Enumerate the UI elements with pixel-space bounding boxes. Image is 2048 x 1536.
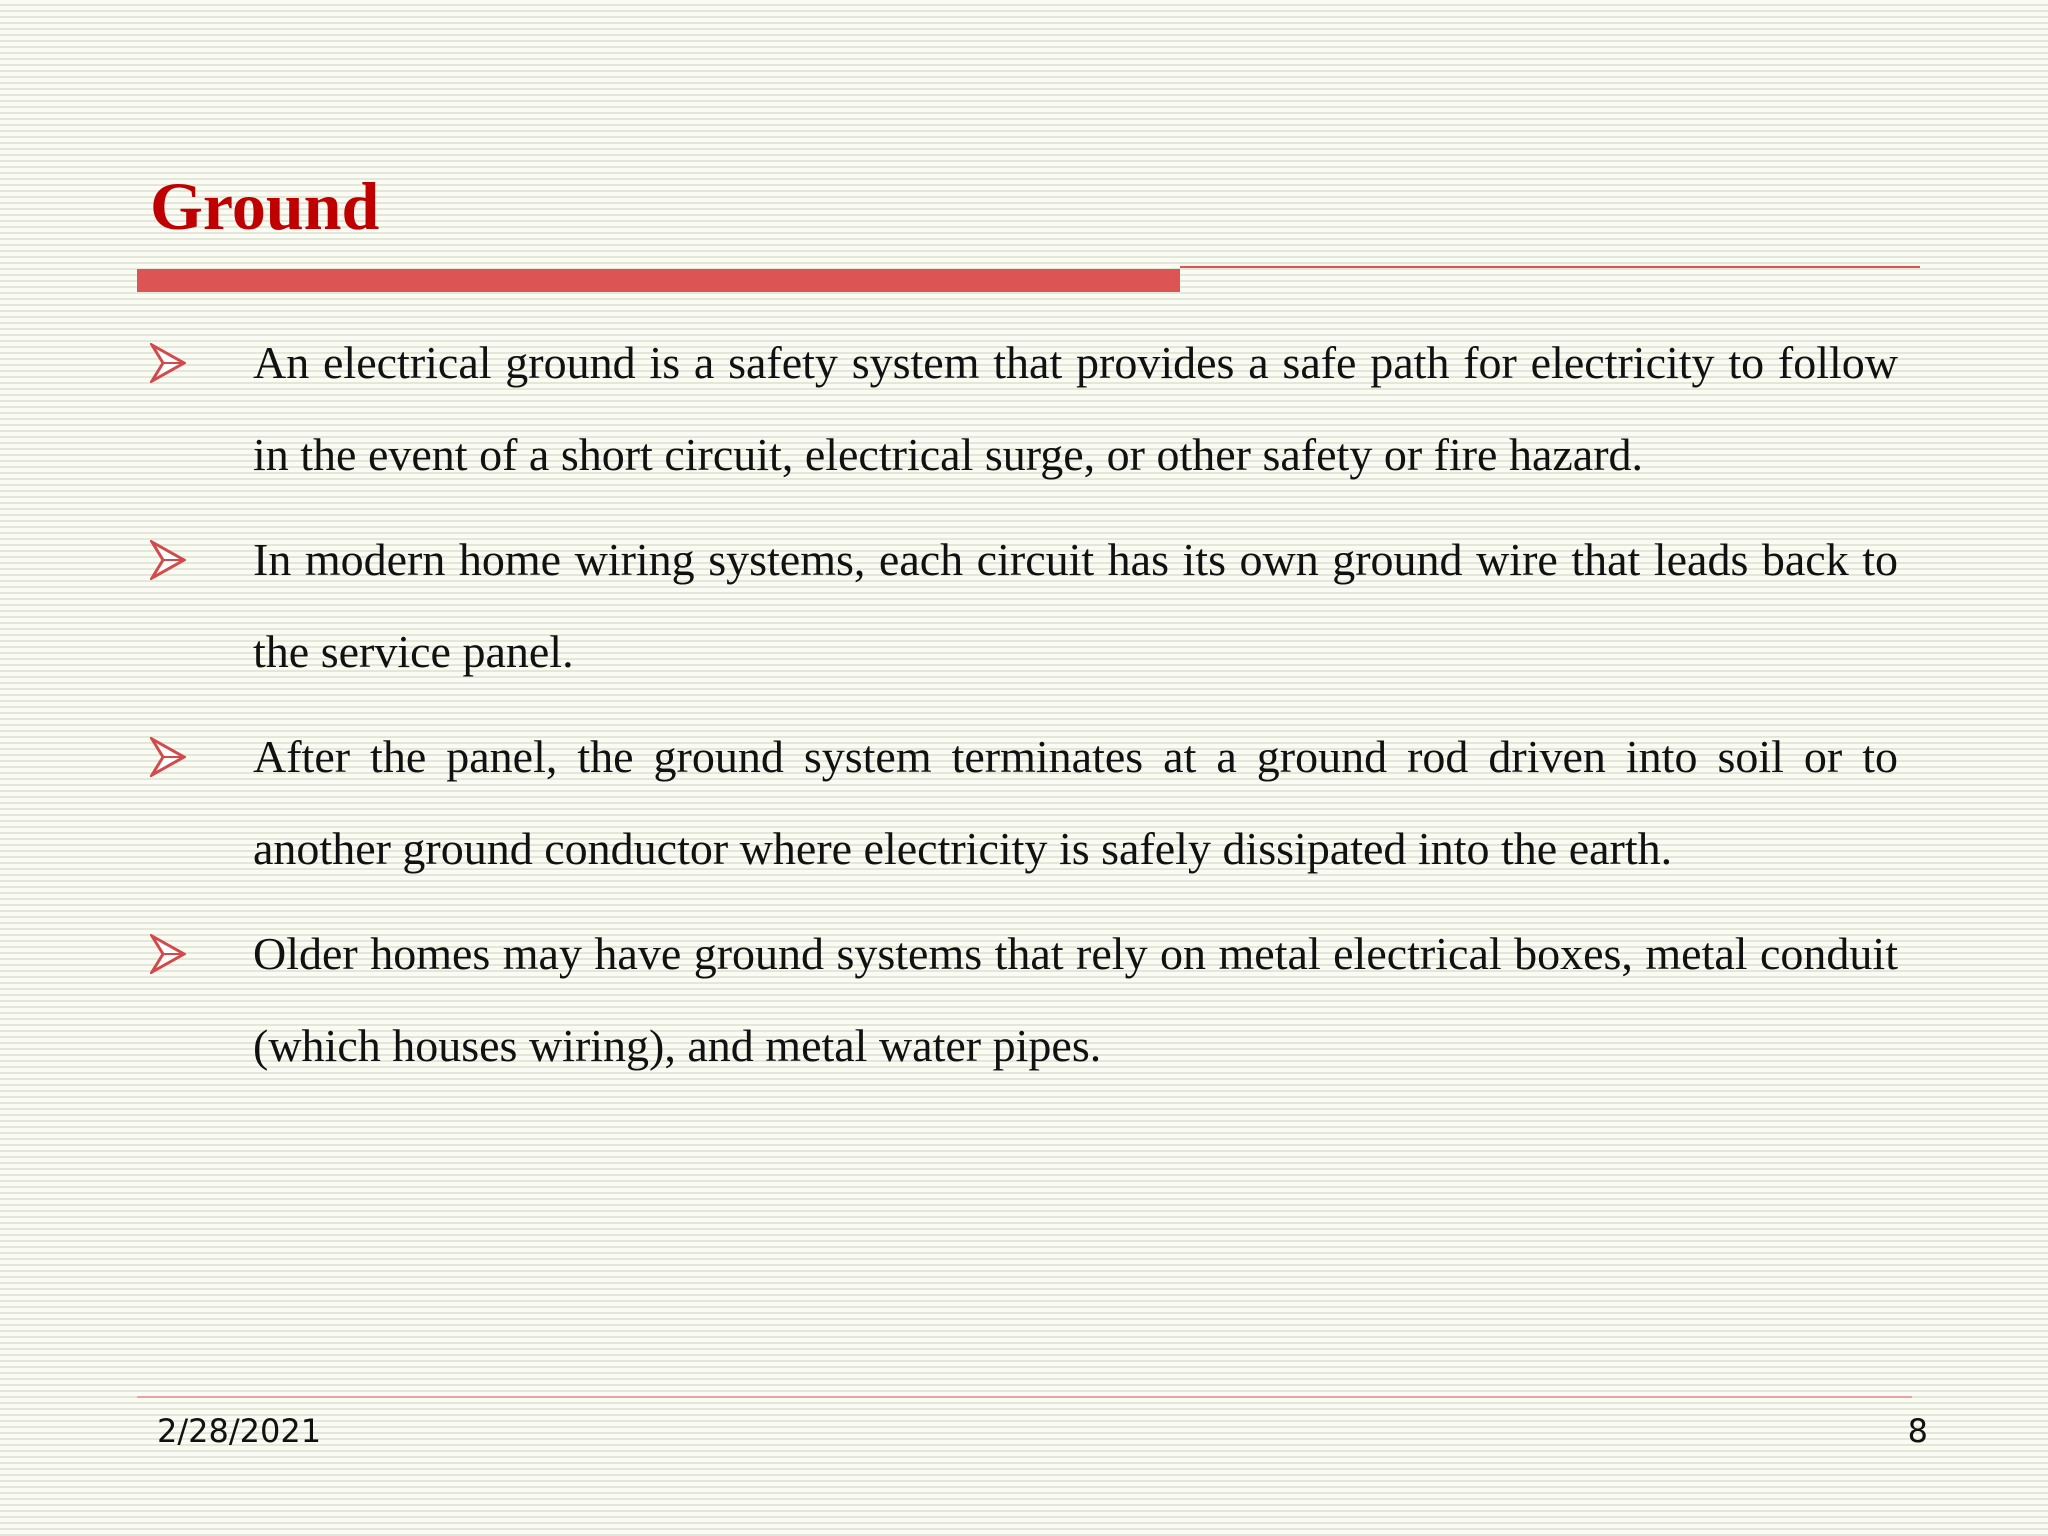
arrow-bullet-icon <box>150 934 186 974</box>
arrow-bullet-icon <box>150 737 186 777</box>
bullet-list <box>150 317 1898 1105</box>
title-underline-bar <box>137 269 1180 292</box>
bullet-item <box>150 317 1898 501</box>
bullet-item <box>150 711 1898 895</box>
bullet-text: After the panel, the ground system terminates at a ground rod driven into soil or to another ground conductor where electricity is safely dissipated into the earth. <box>253 731 1898 874</box>
page-number: 8 <box>1907 1412 1928 1450</box>
arrow-bullet-icon <box>150 343 186 383</box>
footer-date: 2/28/2021 <box>157 1412 322 1450</box>
bullet-text: Older homes may have ground systems that rely on metal electrical boxes, metal conduit (which houses wiring), and metal water pipes. <box>253 928 1898 1071</box>
bullet-item <box>150 514 1898 698</box>
footer-divider <box>137 1396 1912 1398</box>
bullet-item <box>150 908 1898 1092</box>
bullet-text: In modern home wiring systems, each circuit has its own ground wire that leads back to the service panel. <box>253 534 1898 677</box>
arrow-bullet-icon <box>150 540 186 580</box>
title-underline-rule <box>1180 266 1920 268</box>
bullet-text: An electrical ground is a safety system that provides a safe path for electricity to follow in the event of a short circuit, electrical surge, or other safety or fire hazard. <box>253 337 1898 480</box>
slide-title: Ground <box>150 168 380 244</box>
